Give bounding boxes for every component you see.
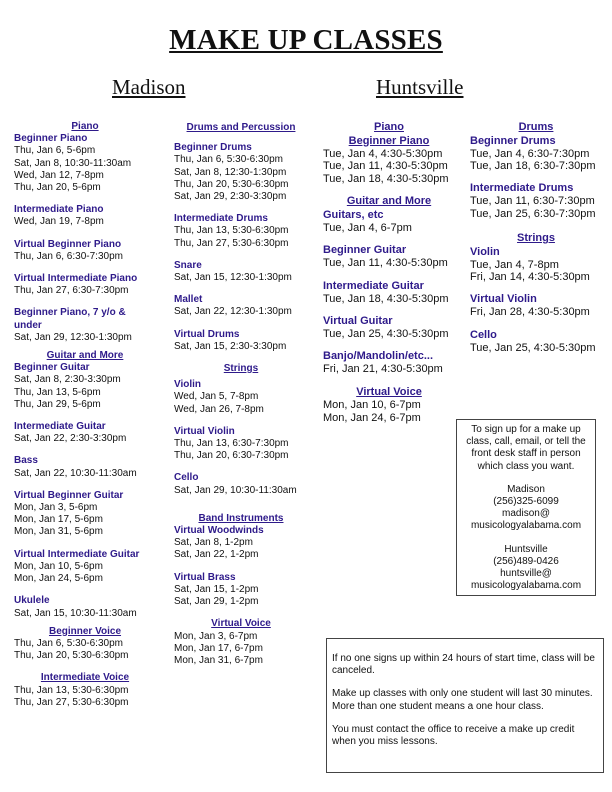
session-time: Sat, Jan 15, 1-2pm	[174, 583, 259, 595]
course-name-snare: Snare	[174, 259, 202, 271]
session-time: Tue, Jan 11, 6:30-7:30pm	[470, 195, 595, 208]
session-time: Sat, Jan 29, 1-2pm	[174, 596, 259, 608]
section-heading-band-instruments: Band Instruments	[198, 512, 284, 524]
course-name-cello: Cello	[174, 472, 199, 484]
course-name-violin: Violin	[174, 379, 202, 391]
class-group	[14, 626, 156, 638]
session-time: Sat, Jan 8, 10:30-11:30am	[14, 157, 132, 169]
course-name-virtual-beginner-guitar: Virtual Beginner Guitar	[14, 489, 124, 501]
class-group	[323, 195, 455, 209]
session-time: Wed, Jan 5, 7-8pm	[174, 391, 259, 403]
course-name-mallet: Mallet	[174, 294, 203, 306]
class-group	[470, 232, 602, 246]
session-time: Thu, Jan 13, 5-6pm	[14, 386, 101, 398]
class-group	[14, 685, 156, 709]
class-group	[174, 618, 308, 630]
madison-email-line-2: musicologyalabama.com	[470, 520, 582, 532]
madison-schedule-column-1	[14, 121, 156, 709]
session-time: Mon, Jan 3, 6-7pm	[174, 630, 258, 642]
class-group	[14, 490, 156, 539]
section-heading-guitar-and-more: Guitar and More	[346, 195, 432, 208]
session-time: Mon, Jan 10, 5-6pm	[14, 560, 103, 572]
class-group	[323, 386, 455, 400]
session-time: Mon, Jan 17, 5-6pm	[14, 514, 103, 526]
class-group	[470, 246, 602, 284]
session-time: Mon, Jan 24, 5-6pm	[14, 573, 103, 585]
location-heading-huntsville: Huntsville	[376, 75, 464, 99]
class-group	[323, 244, 455, 269]
session-time: Wed, Jan 12, 7-8pm	[14, 169, 104, 181]
class-group	[14, 638, 156, 662]
section-heading-beginner-voice: Beginner Voice	[48, 625, 122, 637]
session-time: Wed, Jan 26, 7-8pm	[174, 403, 264, 415]
class-group	[14, 204, 156, 228]
session-time: Mon, Jan 10, 6-7pm	[323, 399, 421, 412]
session-time: Thu, Jan 27, 6:30-7:30pm	[14, 285, 129, 297]
course-name-intermediate-piano: Intermediate Piano	[14, 204, 104, 216]
policy-credit: You must contact the office to receive a make up credit when you miss lessons.	[332, 723, 575, 748]
madison-email-line-1: madison@	[502, 508, 550, 520]
signup-info-box	[456, 419, 596, 596]
class-group	[470, 293, 602, 318]
course-name-intermediate-guitar: Intermediate Guitar	[14, 421, 106, 433]
section-heading-intermediate-voice: Intermediate Voice	[40, 672, 130, 684]
section-heading-virtual-voice: Virtual Voice	[356, 385, 422, 398]
course-name-beginner-piano-7-y-o-under: Beginner Piano, 7 y/o & under	[14, 307, 126, 331]
class-group	[14, 595, 156, 619]
policy-info-box	[326, 638, 604, 773]
session-time: Thu, Jan 20, 5:30-6:30pm	[174, 178, 289, 190]
course-name-virtual-intermediate-piano: Virtual Intermediate Piano	[14, 273, 138, 285]
course-name-virtual-woodwinds: Virtual Woodwinds	[174, 525, 264, 537]
session-time: Wed, Jan 19, 7-8pm	[14, 216, 104, 228]
session-time: Thu, Jan 29, 5-6pm	[14, 398, 101, 410]
course-name-beginner-drums: Beginner Drums	[470, 134, 556, 147]
session-time: Sat, Jan 22, 12:30-1:30pm	[174, 306, 292, 318]
class-group	[14, 421, 156, 445]
class-group	[14, 350, 156, 362]
session-time: Sat, Jan 29, 2:30-3:30pm	[174, 191, 287, 203]
session-time: Sat, Jan 8, 1-2pm	[174, 537, 253, 549]
class-group	[14, 307, 156, 344]
session-time: Thu, Jan 20, 5:30-6:30pm	[14, 650, 129, 662]
course-name-beginner-drums: Beginner Drums	[174, 142, 252, 154]
session-time: Thu, Jan 6, 5-6pm	[14, 145, 96, 157]
course-name-beginner-piano: Beginner Piano	[14, 133, 88, 145]
session-time: Tue, Jan 11, 4:30-5:30pm	[323, 257, 448, 270]
session-time: Mon, Jan 17, 6-7pm	[174, 642, 263, 654]
class-group	[323, 135, 455, 149]
session-time: Thu, Jan 13, 5:30-6:30pm	[174, 225, 289, 237]
course-name-guitars-etc: Guitars, etc	[323, 208, 384, 221]
class-group	[14, 121, 156, 133]
session-time: Fri, Jan 28, 4:30-5:30pm	[470, 306, 590, 319]
class-group	[174, 631, 308, 668]
course-name-virtual-violin: Virtual Violin	[174, 425, 235, 437]
class-group	[14, 455, 156, 479]
session-time: Tue, Jan 18, 4:30-5:30pm	[323, 292, 449, 305]
course-name-virtual-intermediate-guitar: Virtual Intermediate Guitar	[14, 548, 140, 560]
session-time: Sat, Jan 8, 2:30-3:30pm	[14, 374, 121, 386]
session-time: Mon, Jan 31, 6-7pm	[174, 654, 263, 666]
session-time: Sat, Jan 15, 12:30-1:30pm	[174, 272, 292, 284]
session-time: Tue, Jan 4, 7-8pm	[470, 258, 559, 271]
session-time: Thu, Jan 27, 5:30-6:30pm	[174, 237, 289, 249]
policy-duration: Make up classes with only one student will last 30 minutes. More than one student means a one hour class.	[332, 688, 593, 712]
session-time: Tue, Jan 4, 6-7pm	[323, 221, 412, 234]
section-heading-drums-and-percussion: Drums and Percussion	[186, 122, 296, 133]
session-time: Thu, Jan 6, 6:30-7:30pm	[14, 250, 123, 262]
session-time: Tue, Jan 25, 6:30-7:30pm	[470, 207, 596, 220]
section-heading-virtual-voice: Virtual Voice	[211, 618, 271, 630]
session-time: Thu, Jan 20, 6:30-7:30pm	[174, 450, 289, 462]
course-name-virtual-guitar: Virtual Guitar	[323, 314, 393, 327]
course-name-banjo-mandolin-etc: Banjo/Mandolin/etc...	[323, 350, 434, 363]
course-name-intermediate-drums: Intermediate Drums	[470, 182, 574, 195]
location-heading-madison: Madison	[112, 75, 186, 99]
session-time: Fri, Jan 14, 4:30-5:30pm	[470, 271, 590, 284]
class-group	[323, 315, 455, 340]
session-time: Sat, Jan 22, 2:30-3:30pm	[14, 433, 127, 445]
session-time: Tue, Jan 4, 4:30-5:30pm	[323, 148, 443, 160]
session-time: Tue, Jan 18, 6:30-7:30pm	[470, 159, 596, 172]
class-group	[323, 399, 455, 424]
section-heading-piano: Piano	[71, 121, 99, 132]
class-group	[14, 239, 156, 263]
class-group	[174, 213, 308, 250]
huntsville-contact-name: Huntsville	[504, 543, 548, 555]
session-time: Thu, Jan 6, 5:30-6:30pm	[14, 637, 123, 649]
class-group	[470, 329, 602, 354]
session-time: Fri, Jan 21, 4:30-5:30pm	[323, 363, 443, 376]
section-heading-piano: Piano	[374, 121, 404, 133]
class-group	[323, 209, 455, 234]
class-group	[323, 280, 455, 305]
class-group	[14, 133, 156, 194]
session-time: Sat, Jan 29, 10:30-11:30am	[174, 484, 297, 496]
session-time: Sat, Jan 29, 12:30-1:30pm	[14, 331, 132, 343]
huntsville-email-line-2: musicologyalabama.com	[470, 580, 582, 592]
course-name-virtual-violin: Virtual Violin	[470, 293, 537, 306]
section-heading-strings: Strings	[517, 232, 555, 245]
session-time: Thu, Jan 13, 6:30-7:30pm	[174, 438, 289, 450]
session-time: Thu, Jan 27, 5:30-6:30pm	[14, 696, 129, 708]
course-name-beginner-guitar: Beginner Guitar	[323, 244, 407, 257]
course-name-virtual-drums: Virtual Drums	[174, 328, 240, 340]
class-group	[14, 362, 156, 411]
session-time: Tue, Jan 4, 6:30-7:30pm	[470, 147, 590, 160]
class-group	[14, 549, 156, 586]
class-group	[323, 350, 455, 375]
section-heading-drums: Drums	[518, 121, 554, 133]
course-name-intermediate-guitar: Intermediate Guitar	[323, 279, 424, 292]
course-name-cello: Cello	[470, 328, 497, 341]
course-name-ukulele: Ukulele	[14, 595, 50, 607]
huntsville-schedule-column-1	[323, 121, 455, 424]
session-time: Thu, Jan 20, 5-6pm	[14, 182, 101, 194]
class-group	[14, 672, 156, 684]
madison-phone: (256)325-6099	[493, 496, 559, 508]
class-group	[470, 182, 602, 220]
huntsville-schedule-column-2	[470, 121, 602, 354]
class-group	[14, 273, 156, 297]
section-heading-strings: Strings	[223, 363, 259, 375]
session-time: Mon, Jan 31, 5-6pm	[14, 526, 103, 538]
session-time: Sat, Jan 22, 1-2pm	[174, 549, 259, 561]
session-time: Mon, Jan 3, 5-6pm	[14, 502, 98, 514]
class-group	[174, 294, 308, 318]
session-time: Sat, Jan 8, 12:30-1:30pm	[174, 166, 287, 178]
huntsville-email-line-1: huntsville@	[500, 568, 552, 580]
policy-cancellation: If no one signs up within 24 hours of start time, class will be canceled.	[332, 653, 595, 677]
session-time: Tue, Jan 18, 4:30-5:30pm	[323, 172, 449, 185]
class-group	[174, 513, 308, 525]
class-group	[174, 142, 308, 203]
huntsville-phone: (256)489-0426	[493, 555, 559, 567]
session-time: Tue, Jan 25, 4:30-5:30pm	[470, 341, 596, 354]
class-group	[174, 379, 308, 416]
madison-schedule-column-2	[174, 122, 308, 667]
class-group	[174, 122, 308, 134]
class-group	[174, 572, 308, 609]
session-time: Sat, Jan 15, 2:30-3:30pm	[174, 340, 287, 352]
class-group	[470, 135, 602, 173]
class-group	[323, 148, 455, 185]
course-name-bass: Bass	[14, 455, 38, 467]
section-heading-guitar-and-more: Guitar and More	[46, 350, 124, 362]
madison-contact-name: Madison	[507, 483, 545, 495]
class-group	[174, 472, 308, 496]
class-group	[174, 426, 308, 463]
session-time: Tue, Jan 11, 4:30-5:30pm	[323, 160, 448, 173]
course-name-violin: Violin	[470, 245, 500, 258]
session-time: Tue, Jan 25, 4:30-5:30pm	[323, 327, 449, 340]
class-group	[323, 121, 455, 135]
class-group	[174, 329, 308, 353]
course-name-beginner-guitar: Beginner Guitar	[14, 362, 90, 374]
page-title: MAKE UP CLASSES	[169, 24, 443, 56]
session-time: Thu, Jan 13, 5:30-6:30pm	[14, 684, 129, 696]
course-name-virtual-brass: Virtual Brass	[174, 571, 236, 583]
session-time: Thu, Jan 6, 5:30-6:30pm	[174, 154, 283, 166]
session-time: Mon, Jan 24, 6-7pm	[323, 411, 421, 424]
course-name-virtual-beginner-piano: Virtual Beginner Piano	[14, 238, 122, 250]
session-time: Sat, Jan 22, 10:30-11:30am	[14, 467, 137, 479]
class-group	[174, 260, 308, 284]
signup-intro: To sign up for a make up class, call, email, or tell the front desk staff in person which class you want.	[466, 424, 586, 472]
section-heading-beginner-piano: Beginner Piano	[348, 134, 430, 147]
class-group	[174, 363, 308, 375]
session-time: Sat, Jan 15, 10:30-11:30am	[14, 607, 137, 619]
class-group	[470, 121, 602, 135]
course-name-intermediate-drums: Intermediate Drums	[174, 213, 268, 225]
class-group	[174, 525, 308, 562]
